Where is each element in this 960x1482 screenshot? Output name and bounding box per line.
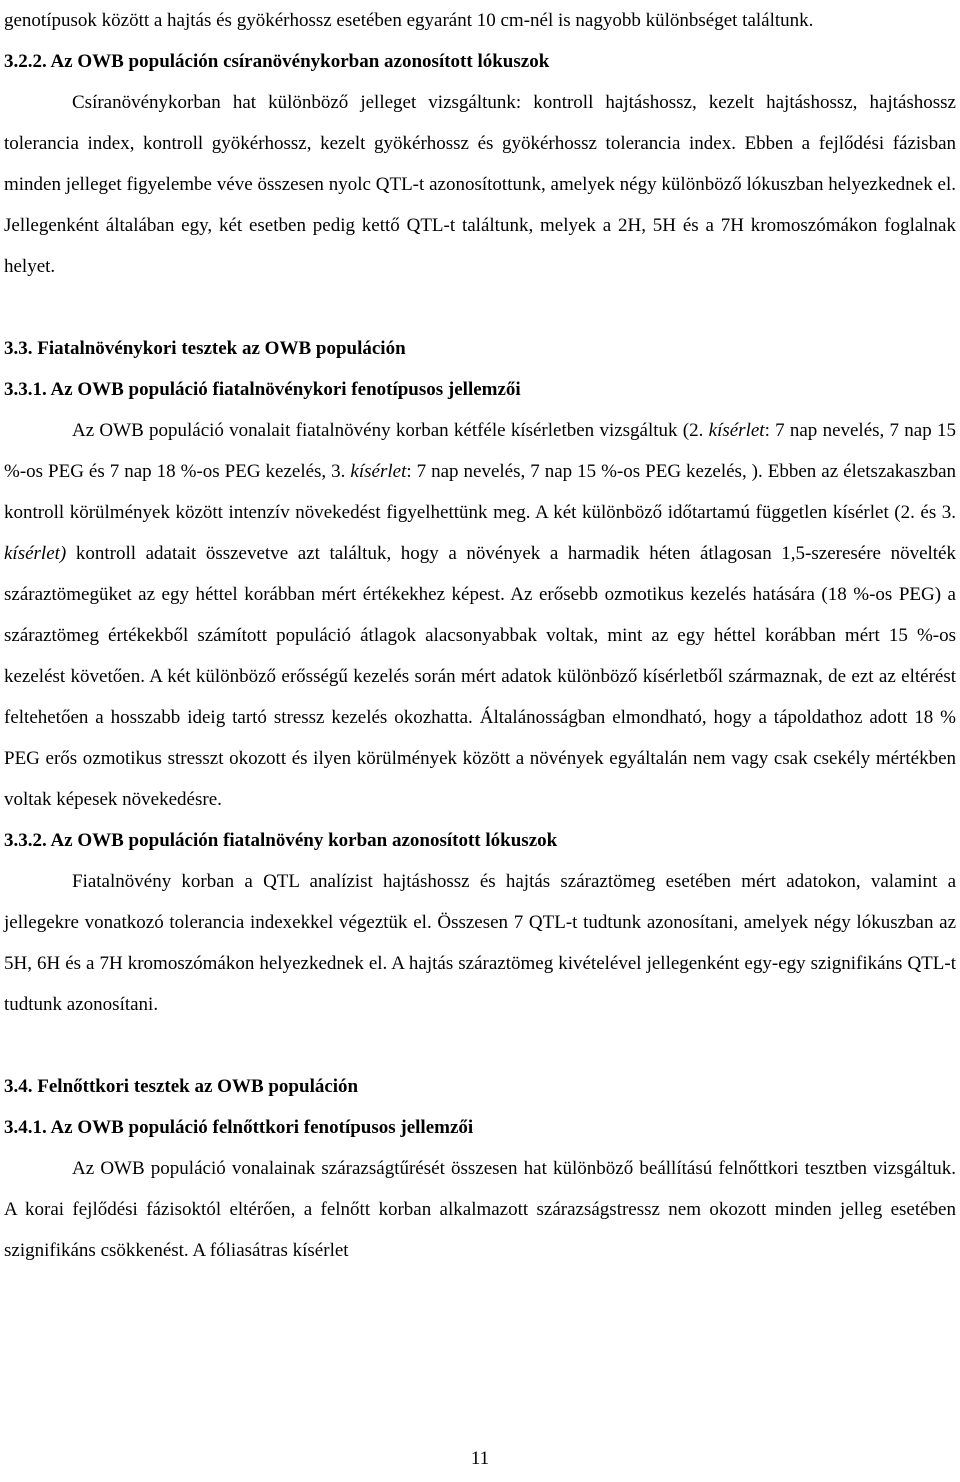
- italic-term: kísérlet: [708, 420, 765, 441]
- paragraph-seedling-loci: Csíranövénykorban hat különböző jelleget vizsgáltunk: kontroll hajtáshossz, kezelt hajtáshossz, hajtáshossz tolerancia index, kontroll gyökérhossz, kezelt gyökérhossz és gyökérhossz tolerancia index. Ebben a fejlődési fázisban minden jelleget figyelembe véve összesen nyolc QTL-t azonosítottunk, amelyek négy különböző lókuszban helyezkednek el. Jellegenként általában egy, két esetben pedig kettő QTL-t találtunk, melyek a 2H, 5H és a 7H kromoszómákon foglalnak helyet.: [4, 92, 956, 277]
- intro-paragraph: genotípusok között a hajtás és gyökérhossz esetében egyaránt 10 cm-nél is nagyobb különbséget találtunk.: [4, 10, 814, 31]
- text-run: Az OWB populáció vonalait fiatalnövény korban kétféle kísérletben vizsgáltuk (2.: [72, 420, 709, 441]
- section-heading-3-4: 3.4. Felnőttkori tesztek az OWB populáción: [4, 1076, 359, 1097]
- paragraph-young-plant-loci: Fiatalnövény korban a QTL analízist hajtáshossz és hajtás száraztömeg esetében mért adatokon, valamint a jellegekre vonatkozó tolerancia indexekkel végeztük el. Összesen 7 QTL-t tudtunk azonosítani, amelyek négy lókuszban az 5H, 6H és a 7H kromoszómákon helyezkednek el. A hajtás száraztömeg kivételével jellegenként egy-egy szignifikáns QTL-t tudtunk azonosítani.: [4, 871, 956, 1015]
- italic-term: kísérlet): [4, 543, 67, 564]
- paragraph-adult-phenotypes: Az OWB populáció vonalainak szárazságtűrését összesen hat különböző beállítású felnőttkori tesztben vizsgáltuk. A korai fejlődési fázisoktól eltérően, a felnőtt korban alkalmazott szárazságstressz nem okozott minden jelleg esetében szignifikáns csökkenést. A fóliasátras kísérlet: [4, 1158, 956, 1261]
- text-run: : 7 nap nevelés, 7 nap 15 %-os PEG és 7 nap 18 %-os PEG kezelés, 3.: [4, 420, 956, 482]
- section-heading-3-4-1: 3.4.1. Az OWB populáció felnőttkori fenotípusos jellemzői: [4, 1117, 474, 1138]
- spacer: [4, 287, 956, 328]
- spacer: [4, 1025, 956, 1066]
- page-body: [4, 0, 956, 1271]
- page-number: 11: [470, 1448, 490, 1469]
- text-run: : 7 nap nevelés, 7 nap 15 %-os PEG kezelés, ). Ebben az életszakaszban kontroll körülmények között intenzív növekedést figyelhettünk meg. A két különböző időtartamú független kísérlet (2. és 3.: [4, 461, 956, 523]
- section-heading-3-3-2: 3.3.2. Az OWB populáción fiatalnövény korban azonosított lókuszok: [4, 830, 558, 851]
- paragraph-young-plant-phenotypes: [4, 410, 956, 820]
- italic-term: kísérlet: [350, 461, 407, 482]
- section-heading-3-2-2: 3.2.2. Az OWB populáción csíranövénykorban azonosított lókuszok: [4, 51, 550, 72]
- section-heading-3-3-1: 3.3.1. Az OWB populáció fiatalnövénykori fenotípusos jellemzői: [4, 379, 521, 400]
- text-run: kontroll adatait összevetve azt találtuk, hogy a növények a harmadik héten átlagosan 1,5-szeresére növelték száraztömegüket az egy héttel korábban mért értékekhez képest. Az erősebb ozmotikus kezelés hatására (18 %-os PEG) a száraztömeg értékekből számított populáció átlagok alacsonyabbak voltak, mint az egy héttel korábban mért 15 %-os kezelést követően. A két különböző erősségű kezelés során mért adatok különböző kísérletből származnak, de ezt az eltérést feltehetően a hosszabb ideig tartó stressz kezelés okozhatta. Általánosságban elmondható, hogy a tápoldathoz adott 18 % PEG erős ozmotikus stresszt okozott és ilyen körülmények között a növények egyáltalán nem vagy csak csekély mértékben voltak képesek növekedésre.: [4, 543, 956, 810]
- section-heading-3-3: 3.3. Fiatalnövénykori tesztek az OWB populáción: [4, 338, 406, 359]
